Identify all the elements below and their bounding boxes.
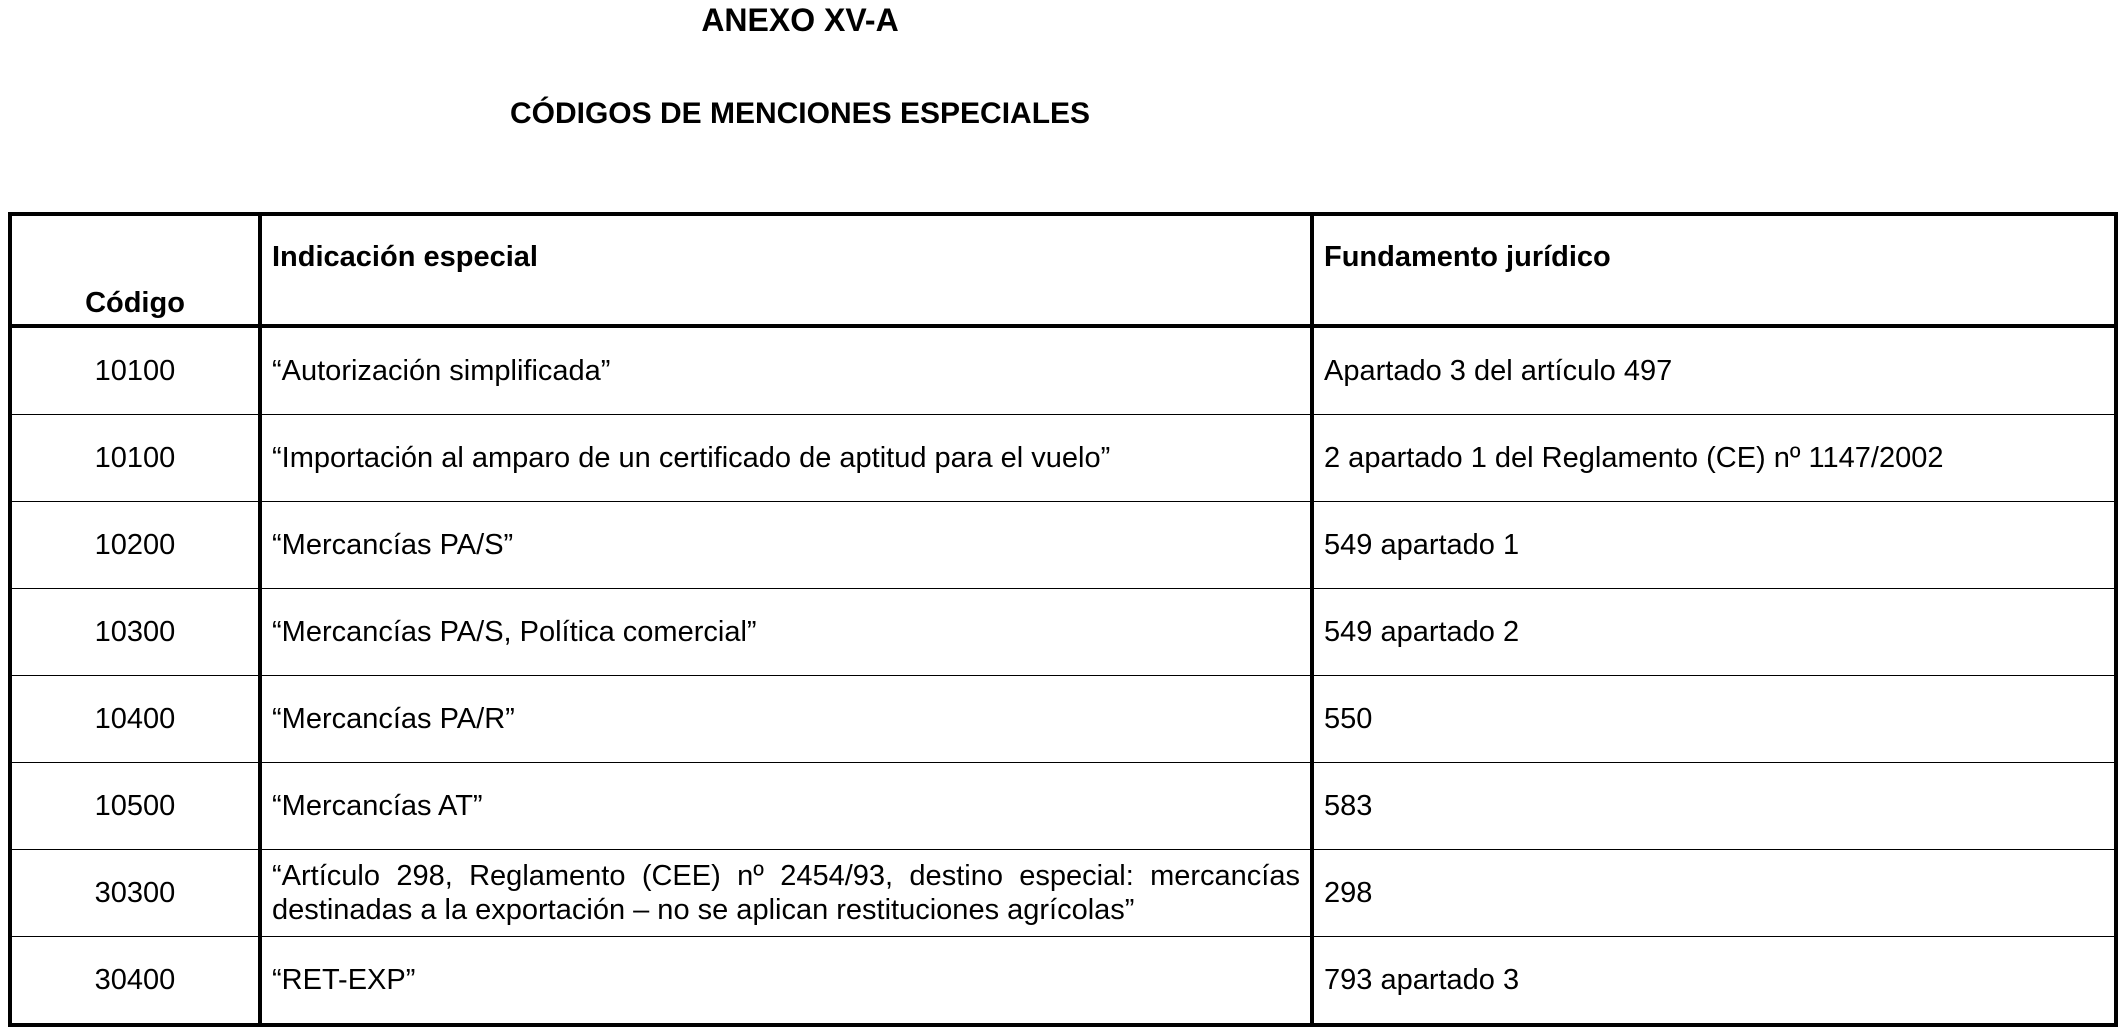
special-mentions-table bbox=[8, 212, 2118, 1027]
code-cell: 10400 bbox=[10, 676, 260, 763]
indication-cell: “Artículo 298, Reglamento (CEE) nº 2454/93, destino especial: mercancías destinadas a la exportación – no se aplican restituciones agrícolas” bbox=[260, 850, 1312, 937]
page-subtitle: CÓDIGOS DE MENCIONES ESPECIALES bbox=[509, 97, 1091, 130]
table-header-row bbox=[10, 214, 2116, 326]
table-row bbox=[10, 763, 2116, 850]
legal-basis-cell: 298 bbox=[1312, 850, 2116, 937]
table-row bbox=[10, 502, 2116, 589]
table-row bbox=[10, 589, 2116, 676]
code-cell: 10100 bbox=[10, 415, 260, 502]
code-cell: 30400 bbox=[10, 937, 260, 1026]
column-header-legal-basis: Fundamento jurídico bbox=[1312, 214, 2116, 326]
code-cell: 10300 bbox=[10, 589, 260, 676]
code-cell: 10100 bbox=[10, 326, 260, 415]
table-row bbox=[10, 415, 2116, 502]
legal-basis-cell: Apartado 3 del artículo 497 bbox=[1312, 326, 2116, 415]
indication-cell: “Importación al amparo de un certificado de aptitud para el vuelo” bbox=[260, 415, 1312, 502]
legal-basis-cell: 583 bbox=[1312, 763, 2116, 850]
code-cell: 10500 bbox=[10, 763, 260, 850]
legal-basis-cell: 549 apartado 2 bbox=[1312, 589, 2116, 676]
table-row bbox=[10, 326, 2116, 415]
legal-basis-cell: 2 apartado 1 del Reglamento (CE) nº 1147/2002 bbox=[1312, 415, 2116, 502]
column-header-indication: Indicación especial bbox=[260, 214, 1312, 326]
indication-cell: “RET-EXP” bbox=[260, 937, 1312, 1026]
legal-basis-cell: 793 apartado 3 bbox=[1312, 937, 2116, 1026]
code-cell: 10200 bbox=[10, 502, 260, 589]
table-row bbox=[10, 937, 2116, 1026]
column-header-code: Código bbox=[10, 214, 260, 326]
legal-basis-cell: 549 apartado 1 bbox=[1312, 502, 2116, 589]
legal-basis-cell: 550 bbox=[1312, 676, 2116, 763]
table-row bbox=[10, 676, 2116, 763]
indication-cell: “Mercancías PA/R” bbox=[260, 676, 1312, 763]
page-title: ANEXO XV-A bbox=[701, 2, 899, 38]
indication-cell: “Autorización simplificada” bbox=[260, 326, 1312, 415]
indication-cell: “Mercancías PA/S” bbox=[260, 502, 1312, 589]
indication-cell: “Mercancías AT” bbox=[260, 763, 1312, 850]
indication-cell: “Mercancías PA/S, Política comercial” bbox=[260, 589, 1312, 676]
table-row bbox=[10, 850, 2116, 937]
code-cell: 30300 bbox=[10, 850, 260, 937]
